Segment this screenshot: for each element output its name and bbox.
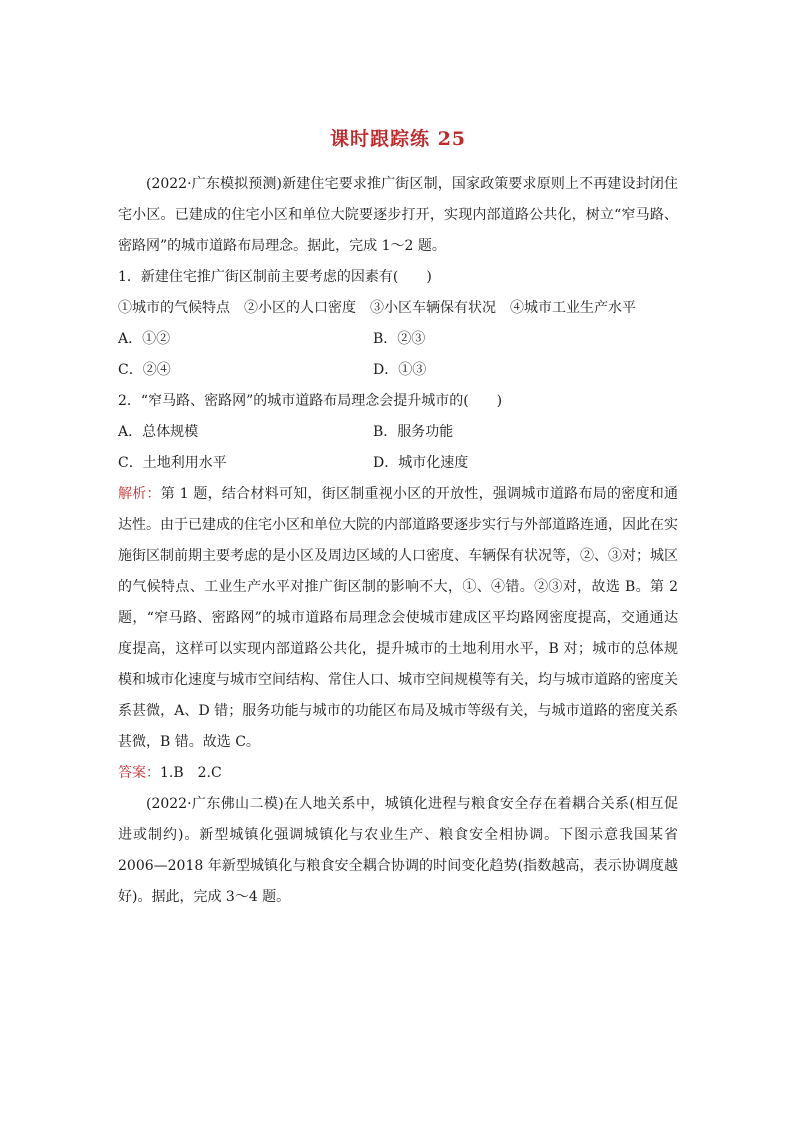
question-1-stem: 1．新建住宅推广街区制前主要考虑的因素有( ) [118,269,432,285]
document-page [118,118,678,913]
question-2-options-row-1 [118,417,678,448]
analysis-label: 解析： [118,486,161,502]
intro-paragraph-1: (2022·广东模拟预测)新建住宅要求推广街区制，国家政策要求原则上不再建设封闭住宅小区。已建成的住宅小区和单位大院要逐步打开，实现内部道路公共化，树立“窄马路、密路网”的城市道路布局理念。据此，完成 1～2 题。 [118,176,678,254]
question-1-options-row-1 [118,324,678,355]
question-2-stem: 2．“窄马路、密路网”的城市道路布局理念会提升城市的( ) [118,393,503,409]
analysis-text: 第 1 题，结合材料可知，街区制重视小区的开放性，强调城市道路布局的密度和通达性。由于已建成的住宅小区和单位大院的内部道路要逐步实行与外部道路连通，因此在实施街区制前期主要考虑的是小区及周边区域的人口密度、车辆保有状况等，②、③对；城区的气候特点、工业生产水平对推广街区制的影响不大，①、④错。②③对，故选 B。第 2 题，“窄马路、密路网”的城市道路布局理念会使城市建成区平均路网密度提高，交通通达度提高，这样可以实现内部道路公共化，提升城市的土地利用水平，B 对；城市的总体规模和城市化速度与城市空间结构、常住人口、城市空间规模等有关，均与城市道路的密度关系甚微，A、D 错；服务功能与城市的功能区布局及城市等级有关，与城市道路的密度关系甚微，B 错。故选 C。 [118,486,679,750]
answer-block [118,758,678,789]
option-2b: B．服务功能 [373,424,454,440]
option-2a: A．总体规模 [118,424,199,440]
option-1d: D．①③ [373,362,427,378]
option-2c: C．土地利用水平 [118,455,227,471]
option-1c: C．②④ [118,362,171,378]
page-title: 课时跟踪练 25 [329,128,467,150]
analysis-block [118,479,678,758]
question-1-items: ①城市的气候特点 ②小区的人口密度 ③小区车辆保有状况 ④城市工业生产水平 [118,300,636,316]
question-1-options-row-2 [118,355,678,386]
question-2-options-row-2 [118,448,678,479]
answer-text: 1.B 2.C [160,765,222,781]
option-1a: A．①② [118,331,171,347]
option-2d: D．城市化速度 [373,455,469,471]
option-1b: B．②③ [373,331,426,347]
intro-paragraph-2: (2022·广东佛山二模)在人地关系中，城镇化进程与粮食安全存在着耦合关系(相互促进或制约)。新型城镇化强调城镇化与农业生产、粮食安全相协调。下图示意我国某省 2006—2018 年新型城镇化与粮食安全耦合协调的时间变化趋势(指数越高，表示协调度越好)。据此，完成 3～4 题。 [118,796,678,905]
answer-label: 答案： [118,765,160,781]
